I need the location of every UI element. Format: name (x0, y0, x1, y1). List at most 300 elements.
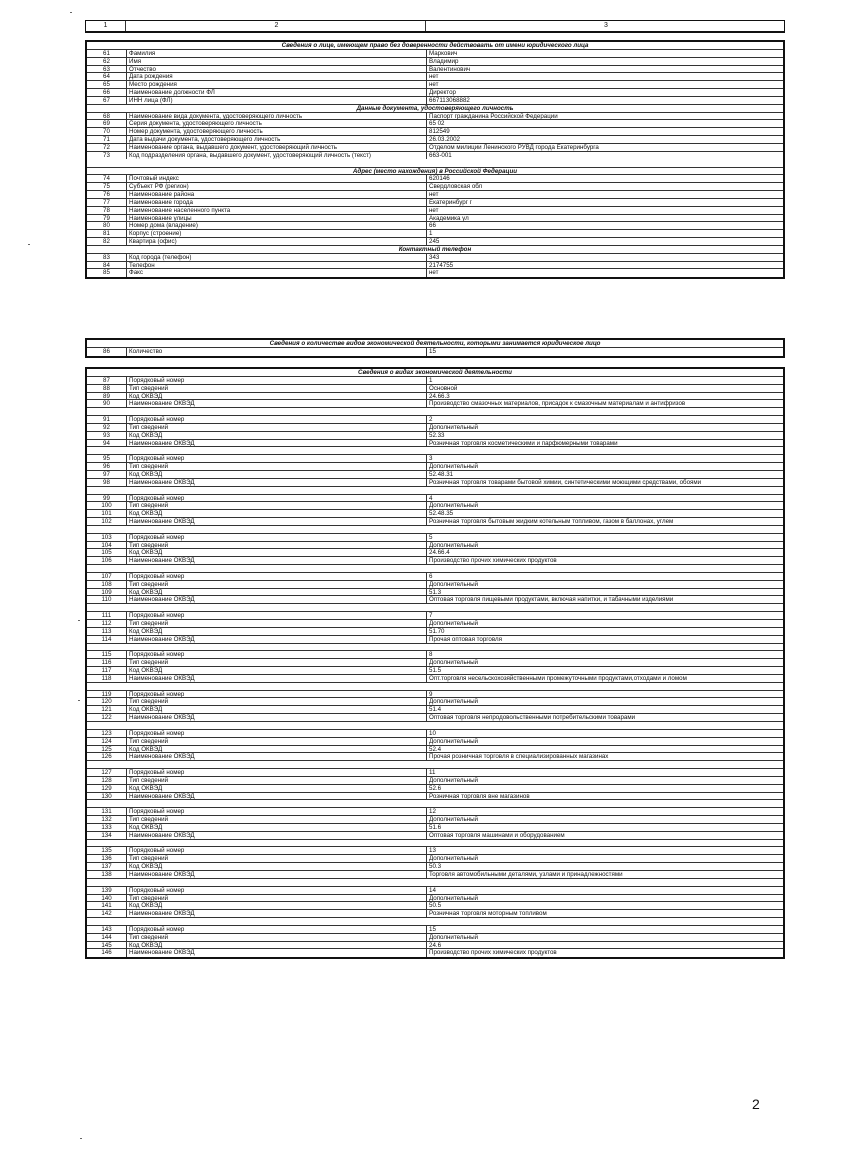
row-label: Тип сведений (127, 816, 427, 823)
table-row (87, 636, 783, 644)
row-value: Производство прочих химических продуктов (429, 557, 557, 565)
table-row (87, 463, 783, 471)
row-label: Номер дома (владение) (127, 222, 427, 229)
row-value: Розничная торговля товарами бытовой химии, синтетическими моющими средствами, обоями (429, 478, 702, 486)
table-row (87, 393, 783, 401)
row-label: Порядковый номер (127, 377, 427, 384)
row-value: 2 (429, 416, 433, 423)
row-value: 1 (429, 376, 433, 384)
page-number: 2 (752, 1096, 760, 1112)
row-value: Дополнительный (429, 502, 478, 510)
row-number: 74 (87, 175, 127, 182)
table-row (87, 659, 783, 667)
table-row (87, 738, 783, 746)
table-row (87, 863, 783, 871)
row-value: Директор (429, 89, 456, 96)
scan-mark (28, 244, 30, 245)
row-value: 24.66.4 (429, 549, 450, 557)
row-number: 126 (87, 753, 127, 760)
row-value: 52.33 (429, 431, 445, 439)
row-value: нет (429, 269, 439, 277)
activity-count-table (85, 338, 785, 358)
row-value: 14 (429, 886, 436, 894)
table-row (87, 495, 783, 503)
spacer-row (87, 800, 783, 808)
row-label: Порядковый номер (127, 455, 427, 462)
table-row (87, 910, 783, 918)
row-label: Код ОКВЭД (127, 706, 427, 713)
row-number: 127 (87, 769, 127, 776)
table-row (87, 66, 783, 74)
row-label: Тип сведений (127, 424, 427, 431)
table-row (87, 573, 783, 581)
row-value: 50.5 (429, 902, 442, 910)
row-label: Тип сведений (127, 934, 427, 941)
row-value: 52.4 (429, 745, 442, 753)
table-row (87, 808, 783, 816)
table-row (87, 144, 783, 152)
row-value: 245 (429, 238, 440, 245)
row-number: 145 (87, 942, 127, 949)
row-value: Розничная торговля вне магазинов (429, 792, 530, 800)
table-row (87, 73, 783, 81)
table-row (87, 557, 783, 565)
row-number: 62 (87, 58, 127, 65)
row-value: 812549 (429, 128, 450, 136)
row-value: 51.5 (429, 667, 442, 674)
row-number: 114 (87, 636, 127, 643)
table-row (87, 628, 783, 636)
row-number: 75 (87, 183, 127, 190)
row-value: Дополнительный (429, 423, 478, 431)
table-row (87, 175, 783, 183)
row-number: 93 (87, 432, 127, 439)
row-label: Порядковый номер (127, 887, 427, 894)
table-row (87, 128, 783, 136)
table-row (87, 706, 783, 714)
table-row (87, 518, 783, 526)
row-number: 144 (87, 934, 127, 941)
row-value: 10 (429, 729, 436, 737)
table-row (87, 832, 783, 840)
row-label: Субъект РФ (регион) (127, 183, 427, 190)
row-value: Дополнительный (429, 659, 478, 667)
row-label: Код ОКВЭД (127, 746, 427, 753)
row-label: ИНН лица (ФЛ) (127, 97, 427, 104)
row-value: Дополнительный (429, 541, 478, 549)
row-value: 66 (429, 222, 436, 230)
table-row (87, 455, 783, 463)
row-value: Дополнительный (429, 580, 478, 588)
row-label: Наименование города (127, 199, 427, 206)
row-value: 15 (429, 925, 436, 933)
row-label: Наименование ОКВЭД (127, 518, 427, 525)
spacer-row (87, 840, 783, 848)
row-number: 73 (87, 152, 127, 159)
row-number: 67 (87, 97, 127, 104)
row-value: Отделом милиции Ленинского РУВД города Екатеринбурга (429, 143, 599, 151)
table-row (87, 81, 783, 89)
row-label: Место рождения (127, 81, 427, 88)
row-label: Код ОКВЭД (127, 393, 427, 400)
row-value: Валентинович (429, 65, 471, 73)
row-label: Тип сведений (127, 581, 427, 588)
row-value: Дополнительный (429, 737, 478, 745)
row-label: Номер документа, удостоверяющего личность (127, 128, 427, 135)
row-value: Дополнительный (429, 776, 478, 784)
row-label: Наименование населенного пункта (127, 207, 427, 214)
row-number: 130 (87, 793, 127, 800)
row-label: Телефон (127, 262, 427, 269)
row-number: 106 (87, 557, 127, 564)
table-row (87, 471, 783, 479)
row-label: Наименование района (127, 191, 427, 198)
row-number: 81 (87, 230, 127, 237)
row-value: 51.3 (429, 588, 442, 596)
table-row (87, 714, 783, 722)
row-label: Наименование ОКВЭД (127, 949, 427, 957)
table-row (87, 824, 783, 832)
table-row (87, 385, 783, 393)
row-label: Код ОКВЭД (127, 942, 427, 949)
row-number: 72 (87, 144, 127, 151)
row-number: 143 (87, 926, 127, 933)
table-row (87, 542, 783, 550)
table-row (87, 377, 783, 385)
row-value: 667113068882 (429, 96, 470, 104)
row-number: 136 (87, 855, 127, 862)
row-label: Код ОКВЭД (127, 902, 427, 909)
column-header-table (85, 20, 785, 33)
row-label: Тип сведений (127, 777, 427, 784)
row-label: Код подразделения органа, выдавшего документ, удостоверяющий личность (текст) (127, 152, 427, 159)
row-number: 86 (87, 348, 127, 356)
table-row (87, 50, 783, 58)
row-number: 133 (87, 824, 127, 831)
row-label: Код ОКВЭД (127, 510, 427, 517)
row-value: 51.70 (429, 627, 445, 635)
table-row (87, 58, 783, 66)
row-number: 122 (87, 714, 127, 721)
row-number: 119 (87, 691, 127, 698)
table-row (87, 949, 783, 957)
row-number: 66 (87, 89, 127, 96)
row-number: 64 (87, 73, 127, 80)
row-value: 24.6 (429, 941, 442, 949)
row-value: нет (429, 191, 439, 198)
row-number: 139 (87, 887, 127, 894)
table-row (87, 152, 783, 168)
row-number: 140 (87, 895, 127, 902)
row-label: Наименование улицы (127, 215, 427, 222)
row-value: Розничная торговля косметическими и парфюмерными товарами (429, 439, 618, 447)
row-label: Порядковый номер (127, 534, 427, 541)
row-number: 69 (87, 120, 127, 127)
row-number: 63 (87, 66, 127, 73)
row-value: Прочая оптовая торговля (429, 635, 502, 643)
row-label: Корпус (строение) (127, 230, 427, 237)
row-number: 95 (87, 455, 127, 462)
row-value: Производство прочих химических продуктов (429, 949, 557, 957)
row-value: Дополнительный (429, 894, 478, 902)
column-number-1: 1 (86, 21, 126, 31)
row-label: Наименование ОКВЭД (127, 557, 427, 564)
row-label: Наименование ОКВЭД (127, 714, 427, 721)
table-row (87, 432, 783, 440)
row-label: Тип сведений (127, 542, 427, 549)
table-row (87, 136, 783, 144)
row-number: 132 (87, 816, 127, 823)
section-title-text: Адрес (место нахождения) в Российской Федерации (352, 167, 518, 175)
row-value: 9 (429, 690, 433, 698)
row-value: нет (429, 73, 439, 81)
row-label: Тип сведений (127, 659, 427, 666)
row-value: 24.66.3 (429, 392, 450, 400)
table-row (87, 667, 783, 675)
row-value: 12 (429, 808, 436, 816)
table-row (87, 97, 783, 105)
row-label: Наименование ОКВЭД (127, 400, 427, 407)
column-number-2: 2 (126, 21, 426, 31)
table-row (87, 855, 783, 863)
row-value: Дополнительный (429, 816, 478, 823)
row-label: Код ОКВЭД (127, 549, 427, 556)
row-label: Тип сведений (127, 855, 427, 862)
row-number: 116 (87, 659, 127, 666)
row-number: 108 (87, 581, 127, 588)
row-value: 52.48.31 (429, 470, 454, 478)
table-row (87, 222, 783, 230)
spacer-row (87, 761, 783, 769)
row-number: 103 (87, 534, 127, 541)
table-row (87, 238, 783, 246)
section-title (87, 42, 783, 50)
row-value: Свердловская обл (429, 183, 483, 191)
row-label: Отчество (127, 66, 427, 73)
row-label: Почтовый индекс (127, 175, 427, 182)
row-number: 88 (87, 385, 127, 392)
table-row (87, 942, 783, 950)
row-number: 84 (87, 262, 127, 269)
row-number: 104 (87, 542, 127, 549)
row-number: 70 (87, 128, 127, 135)
table-row (87, 199, 783, 207)
row-value: 620146 (429, 175, 450, 183)
table-row (87, 254, 783, 262)
row-value: Паспорт гражданина Российской Федерации (429, 112, 558, 120)
section-title-text: Сведения о количестве видов экономической деятельности, которыми занимается юридическое лицо (269, 340, 601, 347)
row-value: 663-001 (429, 151, 452, 159)
row-label: Порядковый номер (127, 691, 427, 698)
row-number: 117 (87, 667, 127, 674)
row-number: 115 (87, 651, 127, 658)
spacer-row (87, 565, 783, 573)
row-label: Код ОКВЭД (127, 432, 427, 439)
table-row (87, 887, 783, 895)
row-number: 111 (87, 612, 127, 619)
table-row (87, 612, 783, 620)
row-number: 135 (87, 847, 127, 854)
row-label: Порядковый номер (127, 495, 427, 502)
table-row (87, 400, 783, 408)
row-value: Оптовая торговля пищевыми продуктами, включая напитки, и табачными изделиями (429, 596, 674, 604)
section-title-text: Сведения о лице, имеющем право без доверенности действовать от имени юридического лица (281, 42, 589, 49)
row-value: 50.3 (429, 863, 442, 870)
table-row (87, 262, 783, 270)
row-number: 77 (87, 199, 127, 206)
spacer-row (87, 918, 783, 926)
row-label: Порядковый номер (127, 847, 427, 854)
row-value: 65 02 (429, 120, 445, 128)
row-number: 134 (87, 832, 127, 839)
section-title (87, 246, 783, 254)
table-row (87, 895, 783, 903)
table-row (87, 691, 783, 699)
row-number: 82 (87, 238, 127, 245)
row-label: Наименование должности ФЛ (127, 89, 427, 96)
row-number: 89 (87, 393, 127, 400)
row-label: Наименование ОКВЭД (127, 832, 427, 839)
row-number: 96 (87, 463, 127, 470)
row-value: Академика ул (429, 214, 469, 222)
row-value: 51.4 (429, 706, 442, 714)
row-value: 1 (429, 230, 433, 238)
row-label: Код ОКВЭД (127, 589, 427, 596)
row-value: Розничная торговля бытовым жидким котельным топливом, газом в баллонах, углем (429, 518, 674, 525)
table-row (87, 785, 783, 793)
row-value: Дополнительный (429, 698, 478, 706)
scan-mark (80, 1138, 82, 1139)
row-number: 76 (87, 191, 127, 198)
row-value: 11 (429, 769, 436, 776)
row-label: Имя (127, 58, 427, 65)
row-value: нет (429, 81, 439, 89)
row-value: 8 (429, 651, 433, 659)
table-row (87, 510, 783, 518)
activities-table (85, 367, 785, 959)
row-label: Код города (телефон) (127, 254, 427, 261)
row-label: Код ОКВЭД (127, 628, 427, 635)
row-label: Наименование ОКВЭД (127, 753, 427, 760)
row-label: Код ОКВЭД (127, 667, 427, 674)
row-number: 110 (87, 596, 127, 603)
spacer-row (87, 644, 783, 652)
row-number: 65 (87, 81, 127, 88)
row-number: 120 (87, 698, 127, 705)
row-number: 107 (87, 573, 127, 580)
row-number: 118 (87, 675, 127, 682)
row-number: 78 (87, 207, 127, 214)
authorized-person-table (85, 40, 785, 279)
row-value: 15 (429, 347, 436, 355)
row-number: 71 (87, 136, 127, 143)
row-value: нет (429, 206, 439, 214)
table-row (87, 847, 783, 855)
row-label: Наименование ОКВЭД (127, 675, 427, 682)
table-row (87, 596, 783, 604)
row-value: 52.6 (429, 784, 442, 792)
row-label: Наименование ОКВЭД (127, 636, 427, 643)
table-row (87, 746, 783, 754)
table-row (87, 191, 783, 199)
row-value: Торговля автомобильными деталями, узлами и принадлежностями (429, 871, 623, 878)
row-label: Тип сведений (127, 698, 427, 705)
row-value: Основной (429, 384, 458, 392)
row-value: Производство смазочных материалов, присадок к смазочным материалам и антифризов (429, 400, 686, 408)
spacer-row (87, 526, 783, 534)
row-number: 83 (87, 254, 127, 261)
row-number: 61 (87, 50, 127, 57)
table-row (87, 902, 783, 910)
row-number: 142 (87, 910, 127, 917)
row-label: Наименование ОКВЭД (127, 440, 427, 447)
row-number: 87 (87, 377, 127, 384)
section-title (87, 369, 783, 377)
spacer-row (87, 604, 783, 612)
row-label: Тип сведений (127, 385, 427, 392)
row-value: 4 (429, 494, 433, 502)
row-label: Количество (127, 348, 427, 356)
row-label: Фамилия (127, 50, 427, 57)
row-number: 121 (87, 706, 127, 713)
row-number: 94 (87, 440, 127, 447)
row-label: Порядковый номер (127, 808, 427, 815)
row-number: 141 (87, 902, 127, 909)
table-row (87, 926, 783, 934)
row-label: Порядковый номер (127, 769, 427, 776)
section-title (87, 168, 783, 176)
table-row (87, 816, 783, 824)
row-value: 6 (429, 572, 433, 580)
row-number: 90 (87, 400, 127, 407)
row-label: Порядковый номер (127, 612, 427, 619)
row-label: Серия документа, удостоверяющего личность (127, 120, 427, 127)
column-header-row (86, 21, 784, 31)
row-label: Порядковый номер (127, 573, 427, 580)
row-value: Владимир (429, 57, 459, 65)
spacer-row (87, 408, 783, 416)
table-row (87, 581, 783, 589)
table-row (87, 416, 783, 424)
row-number: 125 (87, 746, 127, 753)
scan-mark (78, 700, 80, 701)
row-number: 79 (87, 215, 127, 222)
table-row (87, 424, 783, 432)
row-number: 98 (87, 479, 127, 486)
row-label: Наименование вида документа, удостоверяющего личность (127, 113, 427, 120)
row-label: Дата выдачи документа, удостоверяющего личность (127, 136, 427, 143)
row-value: Розничная торговля моторным топливом (429, 910, 547, 918)
row-number: 99 (87, 495, 127, 502)
row-label: Код ОКВЭД (127, 824, 427, 831)
row-value: 51.6 (429, 823, 442, 831)
table-row (87, 675, 783, 683)
section-title-text: Данные документа, удостоверяющего личность (356, 104, 514, 112)
row-number: 85 (87, 269, 127, 277)
row-value: 3 (429, 455, 433, 463)
table-row (87, 183, 783, 191)
row-number: 112 (87, 620, 127, 627)
row-number: 131 (87, 808, 127, 815)
row-value: Прочая розничная торговля в специализированных магазинах (429, 753, 609, 761)
row-value: Дополнительный (429, 855, 478, 863)
row-number: 97 (87, 471, 127, 478)
row-number: 124 (87, 738, 127, 745)
row-value: 26.03.2002 (429, 136, 460, 143)
row-label: Дата рождения (127, 73, 427, 80)
table-row (87, 207, 783, 215)
row-value: 7 (429, 612, 433, 619)
